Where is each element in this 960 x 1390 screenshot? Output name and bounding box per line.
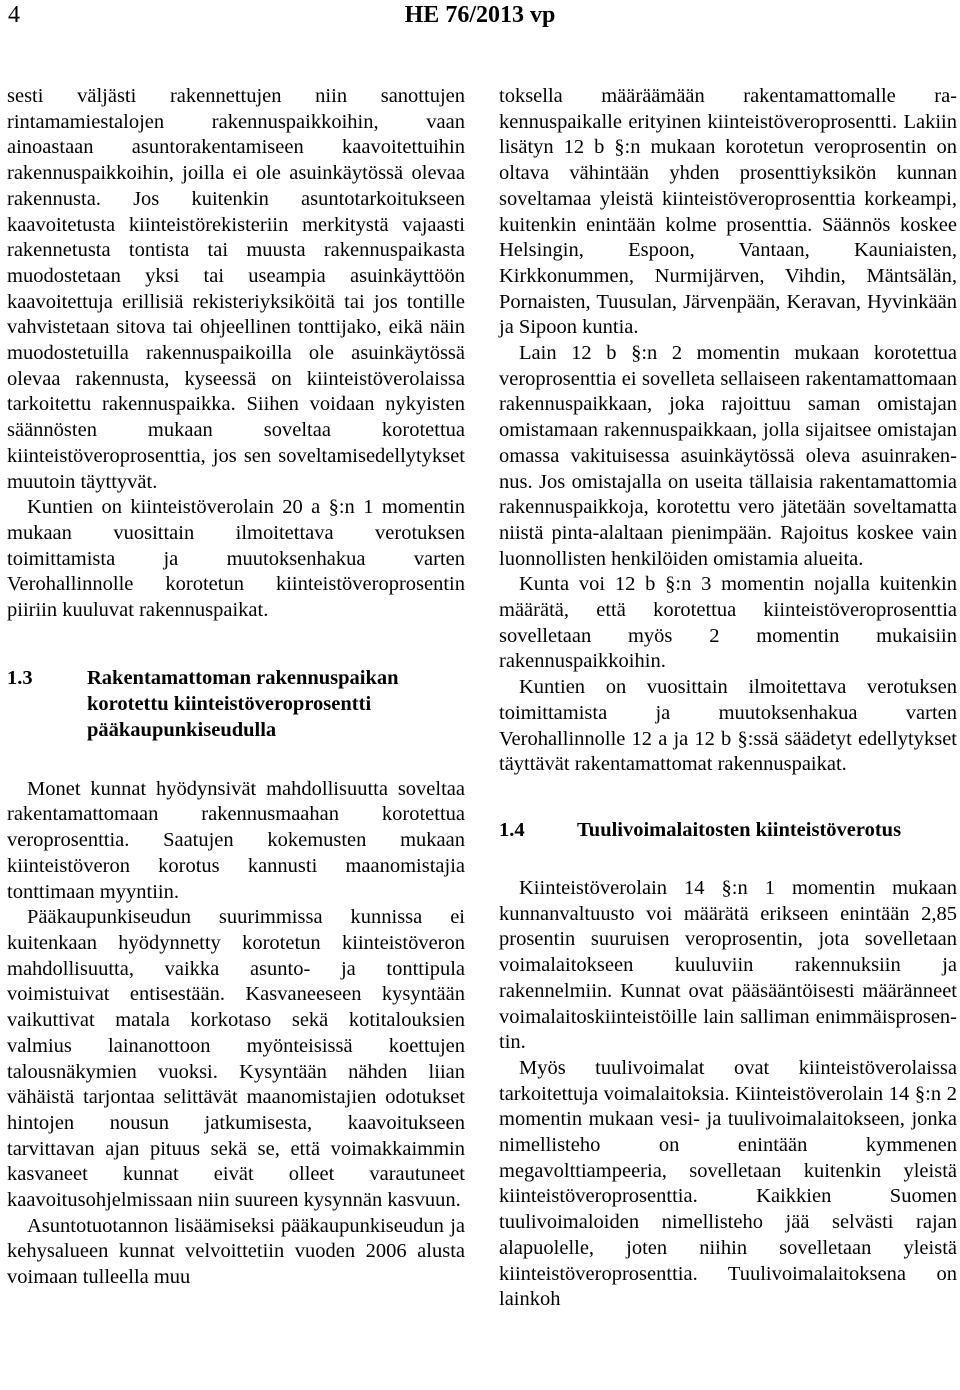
document-id: HE 76/2013 vp bbox=[404, 2, 556, 28]
paragraph: Kuntien on vuosittain ilmoitettava verotuksen toimittamista ja muutoksenhakua varten Verohallinnolle 12 a ja 12 b §:ssä säädetyt edellytykset täyttävät rakentamattomat rakennuspaikat. bbox=[499, 676, 957, 776]
right-column bbox=[499, 84, 957, 1313]
section-number: 1.3 bbox=[7, 666, 33, 689]
paragraph: Asuntotuotannon lisäämiseksi pääkaupunkiseudun ja kehysalueen kunnat velvoittetiin vuoden 2006 alusta voimaan tulleella muu bbox=[7, 1214, 465, 1289]
section-heading-1-3 bbox=[7, 665, 465, 743]
paragraph: Kunta voi 12 b §:n 3 momentin nojalla kuitenkin määrätä, että korotettua kiinteistöveroprosenttia sovelletaan myös 2 momentin mukaisiin rakennuspaikkoihin. bbox=[499, 573, 957, 673]
page-number: 4 bbox=[8, 2, 20, 28]
paragraph: Lain 12 b §:n 2 momentin mukaan korotettua veroprosenttia ei sovelleta sellaiseen rakentamattomaan rakennuspaikkaan, joka rajoittuu saman omistajan omistamaan rakennuspaikkaan, jolla sijaitsee omistajan omassa vakituisessa asuinkäytössä oleva asuinrakennus. Jos omistajalla on useita tällaisia rakentamattomia rakennuspaikkoja, korotettu vero jätetään soveltamatta niistä pinta-alaltaan pienimpään. Rajoitus koskee vain luonnollisten henkilöiden omistamia alueita. bbox=[499, 342, 957, 570]
paragraph: Pääkaupunkiseudun suurimmissa kunnissa ei kuitenkaan hyödynnetty korotetun kiinteistöveron mahdollisuutta, vaikka asunto- ja tonttipula voimistuivat entisestään. Kasvaneeseen kysyntään vaikuttivat matala korkotaso sekä kotitalouksien valmius lainanottoon myönteisissä koettujen talousnäkymien vuoksi. Kysyntään nähden liian vähäistä tarjontaa selittävät maanomistajien odotukset hintojen nousun jatkumisesta, kaavoitukseen tarvittavan ajan pituus sekä se, että voimakkaimmin kasvaneet kunnat eivät olleet varautuneet kaavoitusohjelmissaan niin suureen kysynnän kasvuun. bbox=[7, 906, 465, 1212]
paragraph: sesti väljästi rakennettujen niin sanottujen rintamamiestalojen rakennuspaikkoihin, vaan ainoastaan asuntorakentamiseen kaavoitettuihin rakennuspaikkoihin, joilla ei ole asuinkäytössä olevaa rakennusta. Jos kuitenkin asuntotarkoitukseen kaavoitetusta kiinteistörekisteriin merkitystä vajaasti rakennetusta tontista tai muusta rakennuspaikasta muodostetaan yksi tai useampia asuinkäyttöön kaavoitettuja erillisiä rekisteriyksiköitä tai jos tontille vahvistetaan sitova tai ohjeellinen tonttijako, eikä näin muodostetuilla rakennuspaikoilla ole asuinkäytössä olevaa rakennusta, kyseessä on kiinteistöverolaissa tarkoitettu rakennuspaikka. Siihen voidaan nykyisten säännösten mukaan soveltaa korotettua kiinteistöveroprosenttia, jos sen soveltamisedellytykset muutoin täyttyvät. bbox=[7, 85, 465, 493]
paragraph: Kuntien on kiinteistöverolain 20 a §:n 1 momentin mukaan vuosittain ilmoitettava verotuksen toimittamista ja muutoksenhakua varten Verohallinnolle korotetun kiinteistöveroprosentin piiriin kuuluvat rakennuspaikat. bbox=[7, 496, 465, 622]
section-number: 1.4 bbox=[499, 818, 525, 841]
section-title: Tuulivoimalaitosten kiinteistöverotus bbox=[577, 818, 902, 841]
left-column bbox=[7, 84, 465, 1291]
paragraph: toksella määräämään rakentamattomalle rakennuspaikalle erityinen kiinteistöveroprosentti. Lakiin lisätyn 12 b §:n mukaan korotetun veroprosentin on oltava vähintään yhden prosenttiyksikön kunnan soveltamaa yleistä kiinteistöveroprosenttia korkeampi, kuitenkin enintään kolme prosenttia. Säännös koskee Helsingin, Espoon, Vantaan, Kauniaisten, Kirkkonummen, Nurmijärven, Vihdin, Mäntsälän, Pornaisten, Tuusulan, Järvenpään, Keravan, Hyvinkään ja Sipoon kuntia. bbox=[499, 85, 957, 339]
paragraph: Myös tuulivoimalat ovat kiinteistöverolaissa tarkoitettuja voimalaitoksia. Kiinteistöverolain 14 §:n 2 momentin mukaan vesi- ja tuulivoimalaitokseen, jonka nimellisteho on enintään kymmenen megavolttiampeeria, sovelletaan kuitenkin yleistä kiinteistöveroprosenttia. Kaikkien Suomen tuulivoimaloiden nimellisteho jää selvästi rajan alapuolelle, joten niihin sovelletaan yleistä kiinteistöveroprosenttia. Tuulivoimalaitoksena on lainkoh bbox=[499, 1056, 957, 1311]
section-title: Rakentamattoman rakennuspaikan korotettu kiinteistöveroprosentti pääkaupunkiseudulla bbox=[87, 666, 399, 741]
paragraph: Kiinteistöverolain 14 §:n 1 momentin mukaan kunnanvaltuusto voi määrätä erikseen enintään 2,85 prosentin suuruisen veroprosentin, jota sovelletaan voimalaitokseen kuuluviin rakennuksiin ja rakennelmiin. Kunnat ovat pääsääntöisesti määränneet voimalaitoskiinteistöille lain salliman enimmäisprosentin. bbox=[499, 876, 957, 1054]
paragraph: Monet kunnat hyödynsivät mahdollisuutta soveltaa rakentamattomaan rakennusmaahan korotettua veroprosenttia. Saatujen kokemusten mukaan kiinteistöveron korotus kannusti maanomistajia tonttimaan myyntiin. bbox=[7, 777, 465, 903]
section-heading-1-4 bbox=[499, 817, 957, 843]
